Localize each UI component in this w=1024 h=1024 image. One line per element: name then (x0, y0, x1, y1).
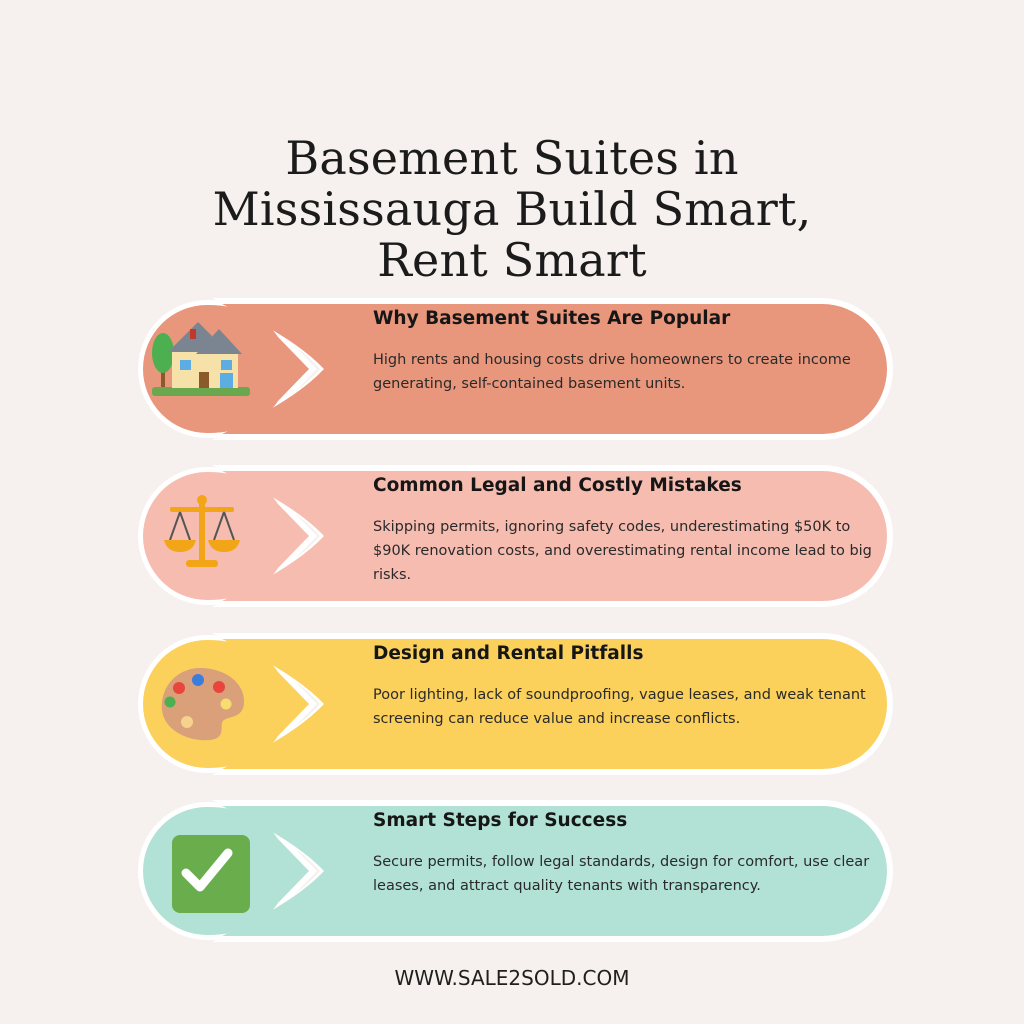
checkmark-icon (142, 809, 258, 925)
page-title (0, 130, 1024, 287)
card-heading: Why Basement Suites Are Popular (373, 308, 731, 329)
scales-icon (142, 474, 258, 590)
card-smart-steps (132, 797, 894, 945)
title-line-1: Basement Suites in (285, 130, 739, 185)
house-icon (142, 307, 258, 423)
card-design-pitfalls (132, 630, 894, 778)
card-body: Secure permits, follow legal standards, design for comfort, use clear leases, and attract quality tenants with transparency. (373, 854, 870, 894)
card-legal-mistakes (132, 462, 894, 610)
card-heading: Smart Steps for Success (373, 810, 628, 831)
title-line-3: Rent Smart (377, 232, 647, 287)
card-why-popular (132, 295, 894, 443)
card-heading: Common Legal and Costly Mistakes (373, 475, 742, 496)
footer-website: WWW.SALE2SOLD.COM (394, 966, 630, 990)
card-body: Skipping permits, ignoring safety codes, underestimating $50K to $90K renovation costs, and overestimating rental income lead to big risks. (373, 519, 872, 583)
card-body: High rents and housing costs drive homeowners to create income generating, self-contained basement units. (373, 352, 851, 392)
card-body: Poor lighting, lack of soundproofing, vague leases, and weak tenant screening can reduce value and increase conflicts. (373, 687, 866, 727)
card-heading: Design and Rental Pitfalls (373, 643, 644, 664)
title-line-2: Mississauga Build Smart, (212, 181, 812, 236)
palette-icon (142, 642, 258, 758)
